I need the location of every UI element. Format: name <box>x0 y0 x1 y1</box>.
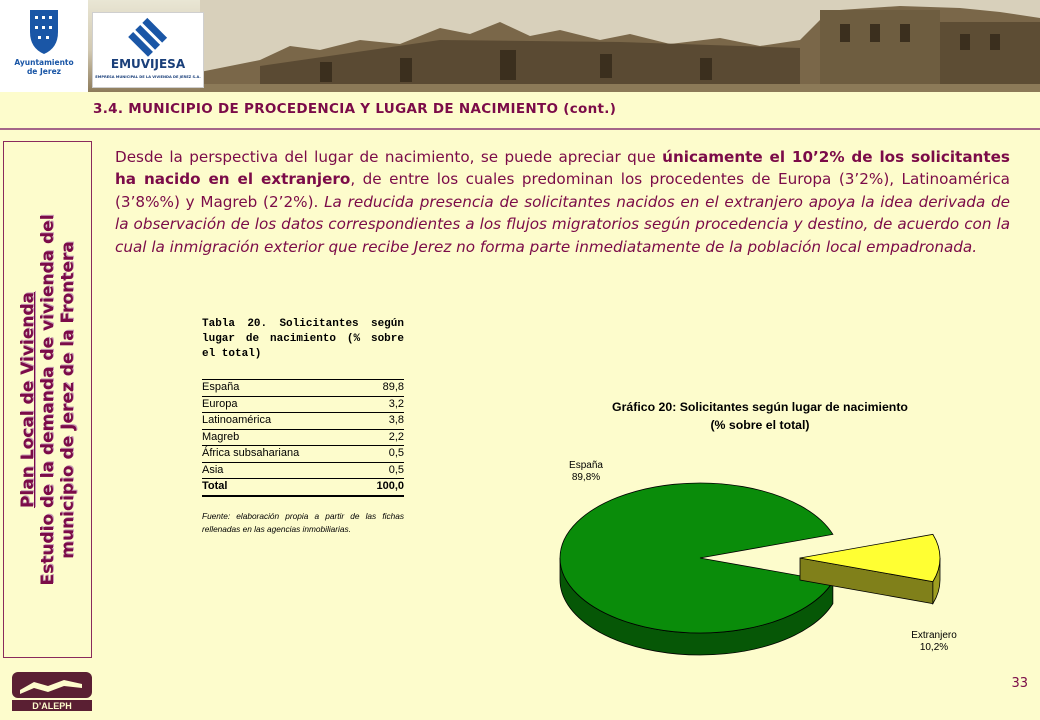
table-body <box>202 379 404 497</box>
chart-title-block <box>560 398 960 434</box>
table-source-note: Fuente: elaboración propia a partir de las fichas rellenadas en las agencias inmobiliarias. <box>202 510 404 534</box>
header-banner <box>0 0 1040 92</box>
emuvijesa-name: EMUVIJESA <box>110 57 186 71</box>
body-paragraph <box>115 146 1010 258</box>
data-table <box>202 317 404 536</box>
row-value: 0,5 <box>388 463 404 476</box>
row-value: 0,5 <box>388 447 404 459</box>
row-value: 3,8 <box>388 414 404 426</box>
table-row <box>202 380 404 397</box>
table-row <box>202 413 404 430</box>
emuvijesa-emblem-icon <box>93 13 203 59</box>
total-label: Total <box>202 480 228 492</box>
chart-title: Gráfico 20: Solicitantes según lugar de nacimiento <box>612 400 908 414</box>
chart-subtitle: (% sobre el total) <box>710 418 810 432</box>
data-label-espana: España 89,8% <box>569 460 603 483</box>
row-label: Magreb <box>202 430 240 443</box>
ayto-line1: Ayuntamiento <box>14 58 74 67</box>
table-row <box>202 430 404 447</box>
paragraph-continuation: , de entre los cuales predominan los procedentes de Europa (3’2%), Latinoamérica (3’8%%) y Magreb (2’2%). <box>115 170 1010 211</box>
daleph-logo-text: D’ALEPH <box>32 701 72 711</box>
cathedral-photo <box>200 0 1040 92</box>
sidebar-panel <box>3 141 92 658</box>
row-label: España <box>202 381 240 393</box>
sidebar-subtitle-line2: municipio de Jerez de la Frontera <box>57 240 78 559</box>
table-row <box>202 446 404 463</box>
row-value: 2,2 <box>388 430 404 443</box>
row-label: África subsahariana <box>202 447 300 459</box>
row-label: Europa <box>202 397 238 410</box>
emuvijesa-tagline: EMPRESA MUNICIPAL DE LA VIVIENDA DE JEREZ S.A. <box>95 75 201 79</box>
row-label: Asia <box>202 463 224 476</box>
data-label-extranjero: Extranjero 10,2% <box>911 630 957 653</box>
table-total-row <box>202 479 404 497</box>
row-value: 89,8 <box>382 381 404 393</box>
page-number: 33 <box>1011 676 1028 691</box>
ayto-line2: de Jerez <box>26 67 62 76</box>
pie-slice-españa <box>560 483 833 655</box>
pie-chart <box>550 440 970 665</box>
sidebar-vertical-text <box>18 150 78 650</box>
sidebar-title: Plan Local de Vivienda <box>17 291 38 508</box>
paragraph-italic-conclusion: La reducida presencia de solicitantes nacidos en el extranjero apoya la idea derivada de la observación de los datos correspondientes a los flujos migratorios según procedencia y destino, de acuerdo con la cual la inmigración exterior que recibe Jerez no forma parte inmediatamente de la población local empadronada. <box>115 192 1010 256</box>
table-caption: Tabla 20. Solicitantes según lugar de nacimiento (% sobre el total) <box>202 318 404 360</box>
table-row <box>202 397 404 414</box>
emuvijesa-logo <box>92 12 204 88</box>
paragraph-highlight: únicamente el 10’2% de los solicitantes ha nacido en el extranjero <box>115 148 1010 189</box>
sidebar-subtitle-line1: Estudio de la demanda de vivienda del <box>37 213 58 586</box>
table-row <box>202 463 404 480</box>
row-value: 3,2 <box>388 397 404 410</box>
daleph-logo <box>8 670 96 712</box>
section-title: 3.4. MUNICIPIO DE PROCEDENCIA Y LUGAR DE NACIMIENTO (cont.) <box>93 101 617 117</box>
total-value: 100,0 <box>376 480 404 492</box>
row-label: Latinoamérica <box>202 414 272 426</box>
title-divider <box>0 128 1040 130</box>
paragraph-intro: Desde la perspectiva del lugar de nacimiento, se puede apreciar que <box>115 148 663 166</box>
ayuntamiento-logo <box>0 0 88 92</box>
shield-icon <box>0 0 88 60</box>
